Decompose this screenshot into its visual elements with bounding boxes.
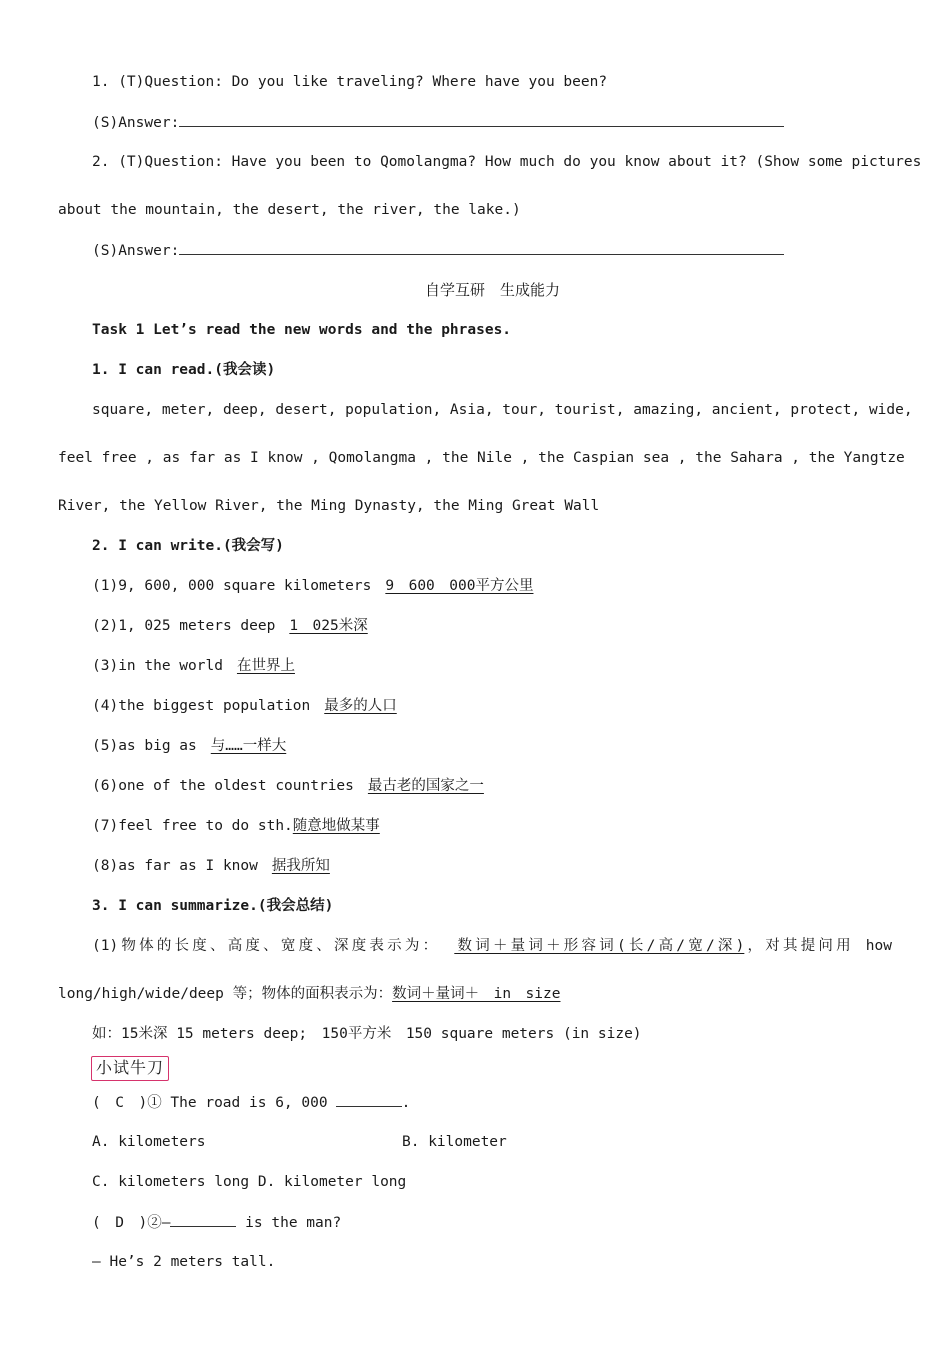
summarize-answer-2: 数词＋量词＋ in size [392,986,561,1002]
summarize-heading: 3. I can summarize.(我会总结) [92,898,334,914]
write-item-3: (3)in the world 在世界上 [92,658,295,674]
practice-q1-options-cd: C. kilometers long D. kilometer long [92,1174,407,1190]
practice-question-1: ( C )① The road is 6, 000 . [92,1092,410,1113]
write-answer: 随意地做某事 [292,818,380,834]
write-item-4: (4)the biggest population 最多的人口 [92,698,397,714]
read-line-1: square, meter, deep, desert, population, Asia, tour, tourist, amazing, ancient, protect, wide, [92,402,913,418]
summarize-line-1: (1)物体的长度、高度、宽度、深度表示为： 数词＋量词＋形容词(长/高/宽/深)，对其提问用 how [92,938,892,954]
summarize-answer-1: 数词＋量词＋形容词(长/高/宽/深) [454,938,745,954]
option-b: B. kilometer [402,1134,507,1150]
warmup-question-2-line1: 2. (T)Question: Have you been to Qomolangma? How much do you know about it? (Show some pictures [92,154,922,170]
write-heading: 2. I can write.(我会写) [92,538,284,554]
practice-question-2: ( D )②— is the man? [92,1212,341,1233]
read-heading: 1. I can read.(我会读) [92,362,276,378]
warmup-answer-1 [92,112,784,133]
write-answer: 在世界上 [236,658,295,674]
write-item-8: (8)as far as I know 据我所知 [92,858,330,874]
write-item-1: (1)9, 600, 000 square kilometers 9 600 000平方公里 [92,578,534,594]
summarize-line-2: long/high/wide/deep 等；物体的面积表示为：数词＋量词＋ in size [58,986,561,1002]
option-a: A. kilometers [92,1134,206,1150]
answer-choice: D [115,1215,124,1231]
write-item-6: (6)one of the oldest countries 最古老的国家之一 [92,778,484,794]
read-line-3: River, the Yellow River, the Ming Dynasty, the Ming Great Wall [58,498,600,514]
warmup-question-1: 1. (T)Question: Do you like traveling? Where have you been? [92,74,608,90]
write-item-5: (5)as big as 与……一样大 [92,738,287,754]
practice-q2-reply: — He’s 2 meters tall. [92,1254,276,1270]
section-title: 自学互研 生成能力 [424,281,560,299]
answer-label: (S)Answer: [92,243,180,259]
write-answer: 1 025米深 [289,618,368,634]
summarize-example: 如：15米深 15 meters deep; 150平方米 150 square meters (in size) [92,1026,642,1042]
answer-blank [179,112,784,127]
write-answer: 与……一样大 [210,738,287,754]
answer-blank [179,240,784,255]
warmup-question-2-line2: about the mountain, the desert, the river, the lake.) [58,202,521,218]
answer-choice: C [115,1095,124,1111]
warmup-answer-2 [92,240,784,261]
write-item-2: (2)1, 025 meters deep 1 025米深 [92,618,368,634]
write-answer: 据我所知 [271,858,330,874]
write-item-7: (7)feel free to do sth.随意地做某事 [92,818,380,834]
read-line-2: feel free , as far as I know , Qomolangma , the Nile , the Caspian sea , the Sahara , the Yangtze [58,450,905,466]
answer-label: (S)Answer: [92,115,180,131]
practice-q1-options-ab [92,1132,206,1152]
task1-title: Task 1 Let’s read the new words and the phrases. [92,322,512,338]
practice-tag: 小试牛刀 [91,1056,169,1081]
answer-blank [170,1212,236,1227]
write-answer: 9 600 000平方公里 [385,578,534,594]
answer-blank [336,1092,402,1107]
write-answer: 最多的人口 [324,698,397,714]
write-answer: 最古老的国家之一 [367,778,484,794]
